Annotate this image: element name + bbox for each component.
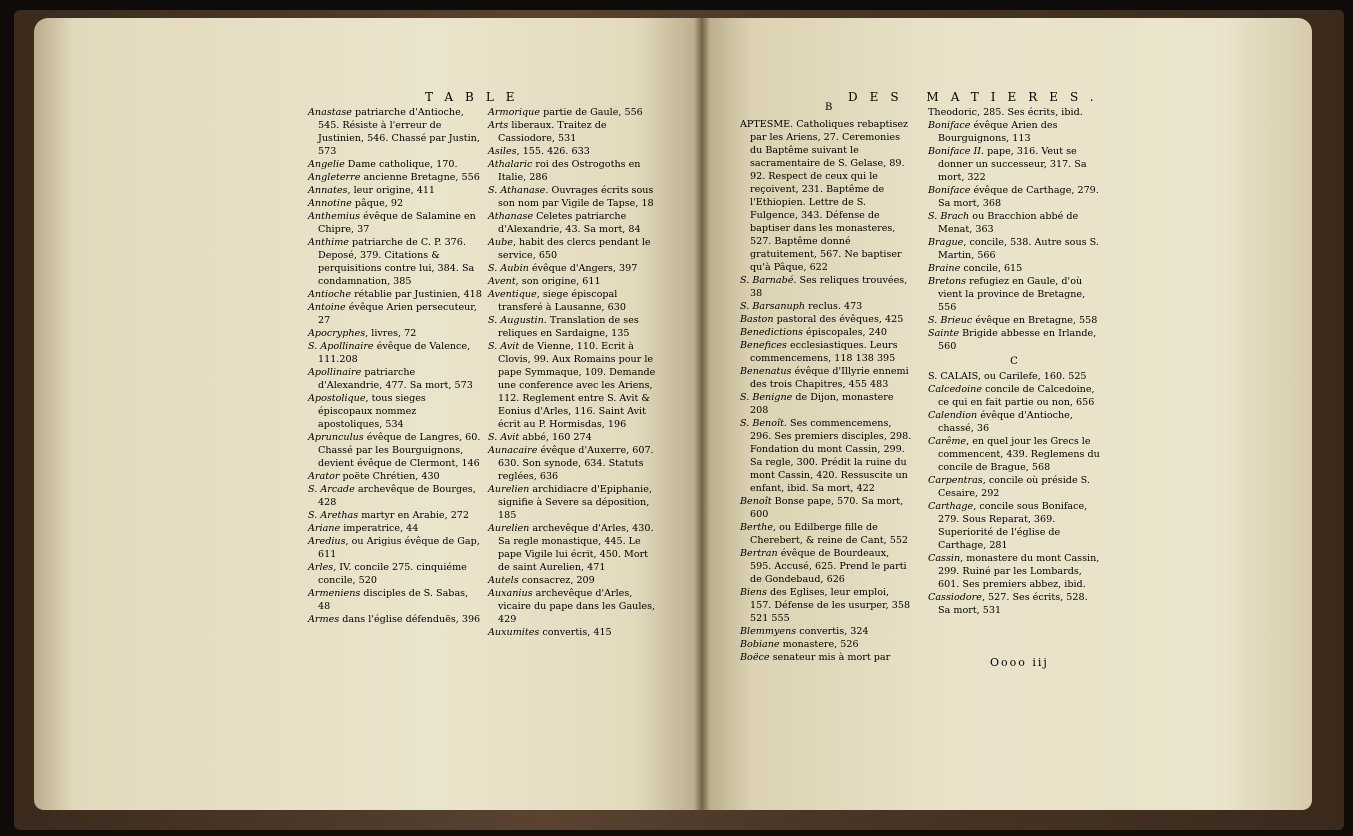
entry-text: , 527. Ses écrits, 528. Sa mort, 531: [938, 592, 1088, 616]
entry-text: dans l'église défenduës, 396: [339, 614, 481, 625]
entry-term: Arator: [308, 471, 340, 482]
entry-term: Carpentras: [928, 475, 983, 486]
entry-text: Ouvrages écrits sous son nom par Vigile de Tapse, 18: [498, 185, 654, 209]
entry-text: S. CALAIS, ou Carilefe, 160. 525: [928, 371, 1087, 382]
entry-term: Anthime: [308, 237, 349, 248]
entry-text: , tous sieges épiscopaux nommez apostoliques, 534: [318, 393, 426, 430]
entry-term: Benedictions: [740, 327, 803, 338]
entry-text: , ou Arigius évêque de Gap, 611: [318, 536, 480, 560]
entry-term: Aventique: [488, 289, 537, 300]
entry-text: pape, 316. Veut se donner un successeur, 317. Sa mort, 322: [938, 146, 1087, 183]
index-entry: [928, 552, 1100, 591]
entry-text: de Dijon, monastere 208: [750, 392, 894, 416]
index-entry: [308, 431, 482, 470]
entry-text: partie de Gaule, 556: [540, 107, 643, 118]
entry-term: Benefices: [740, 340, 787, 351]
index-entry: [488, 145, 662, 158]
entry-term: Aurelien: [488, 484, 530, 495]
index-entry: [740, 300, 912, 313]
entry-text: , 155. 426. 633: [516, 146, 590, 157]
entry-text: évêque de Bourdeaux, 595. Accusé, 625. Prend le parti de Gondebaud, 626: [750, 548, 907, 585]
index-entry: [308, 366, 482, 392]
index-column-left-2: [488, 106, 662, 639]
index-entry: [928, 383, 1100, 409]
entry-term: S. Barnabé.: [740, 275, 797, 286]
entry-term: Avent: [488, 276, 516, 287]
entry-term: Apocryphes: [308, 328, 366, 339]
entry-text: , IV. concile 275. cinquiéme concile, 520: [318, 562, 467, 586]
entry-term: Benoît: [740, 496, 772, 507]
entry-term: S. Avit: [488, 432, 520, 443]
entry-term: Aprunculus: [308, 432, 364, 443]
entry-term: Autels: [488, 575, 519, 586]
index-entry: [308, 509, 482, 522]
index-entry: [740, 625, 912, 638]
entry-term: Aunacaire: [488, 445, 538, 456]
entry-term: S. Benigne: [740, 392, 793, 403]
entry-text: patriarche de C. P. 376. Deposé, 379. Citations & perquisitions contre lui, 384. Sa condamnation, 385: [318, 237, 475, 287]
entry-term: Arles: [308, 562, 334, 573]
entry-text: consacrez, 209: [518, 575, 595, 586]
entry-text: poëte Chrétien, 430: [339, 471, 440, 482]
entry-term: S. Arcade: [308, 484, 355, 495]
entry-text: ou Bracchion abbé de Menat, 363: [938, 211, 1079, 235]
index-entry: [740, 417, 912, 495]
index-entry: [308, 236, 482, 288]
entry-text: ecclesiastiques. Leurs commencemens, 118 138 395: [750, 340, 898, 364]
index-entry: [740, 586, 912, 625]
entry-text: pastoral des évêques, 425: [773, 314, 904, 325]
index-entry: [308, 522, 482, 535]
entry-term: S. Avit: [488, 341, 520, 352]
entry-term: Aube: [488, 237, 513, 248]
entry-text: Celetes patriarche d'Alexandrie, 43. Sa mort, 84: [498, 211, 641, 235]
index-entry: [928, 262, 1100, 275]
entry-text: ancienne Bretagne, 556: [360, 172, 480, 183]
entry-text: refugiez en Gaule, d'où vient la province de Bretagne, 556: [938, 276, 1086, 313]
entry-term: Boëce: [740, 652, 770, 663]
entry-text: Theodoric, 285. Ses écrits, ibid.: [928, 107, 1083, 118]
index-entry: [488, 574, 662, 587]
entry-term: Annates: [308, 185, 348, 196]
index-entry: [488, 106, 662, 119]
entry-term: Angleterre: [308, 172, 361, 183]
index-entry: [488, 314, 662, 340]
index-entry: [740, 391, 912, 417]
index-entry: [928, 474, 1100, 500]
entry-term: Ariane: [308, 523, 341, 534]
entry-term: Anastase: [308, 107, 352, 118]
index-entry: [308, 483, 482, 509]
index-entry: [488, 119, 662, 145]
entry-term: Benenatus: [740, 366, 792, 377]
index-entry: [928, 314, 1100, 327]
index-entry: [928, 184, 1100, 210]
index-entry: [928, 145, 1100, 184]
index-entry: [308, 613, 482, 626]
entry-term: Arts: [488, 120, 509, 131]
entry-term: Apostolique: [308, 393, 366, 404]
entry-text: , habit des clercs pendant le service, 650: [498, 237, 651, 261]
entry-text: , leur origine, 411: [347, 185, 436, 196]
entry-text: évêque de Carthage, 279. Sa mort, 368: [938, 185, 1099, 209]
entry-text: de Vienne, 110. Ecrit à Clovis, 99. Aux Romains pour le pape Symmaque, 109. Demande une conference avec les Ariens, 112. Reglement entre S. Avit & Eonius d'Arles, 116. Saint Avit écrit au P. Hormisdas, 196: [498, 341, 656, 430]
entry-text: évêque d'Illyrie ennemi des trois Chapitres, 455 483: [750, 366, 909, 390]
entry-term: Cassiodore: [928, 592, 982, 603]
entry-text: Dame catholique, 170.: [344, 159, 458, 170]
index-entry: [488, 626, 662, 639]
index-entry: [308, 210, 482, 236]
index-entry: [488, 288, 662, 314]
index-entry: [740, 339, 912, 365]
index-entry: [488, 340, 662, 431]
index-entry: [928, 435, 1100, 474]
entry-text: , en quel jour les Grecs le commencent, 439. Reglemens du concile de Brague, 568: [938, 436, 1100, 473]
entry-term: Auxumites: [488, 627, 540, 638]
entry-text: APTESME. Catholiques rebaptisez par les Ariens, 27. Ceremonies du Baptême suivant le sacramentaire de S. Gelase, 89. 92. Respect de ceux qui le reçoivent, 231. Baptême de l'Ethiopien. Lettre de S. Fulgence, 343. Défense de baptiser dans les monasteres, 527. Baptême donné gratuitement, 567. Ne baptiser qu'à Pâque, 622: [740, 119, 909, 273]
entry-term: S. Barsanuph: [740, 301, 806, 312]
entry-term: S. Athanase.: [488, 185, 549, 196]
entry-text: monastere, 526: [779, 639, 859, 650]
entry-term: Annotine: [308, 198, 352, 209]
entry-term: Aredius: [308, 536, 346, 547]
index-entry: [928, 327, 1100, 353]
entry-text: archevêque d'Arles, vicaire du pape dans les Gaules, 429: [498, 588, 656, 625]
index-entry: [308, 470, 482, 483]
entry-text: convertis, 324: [796, 626, 869, 637]
index-entry: [928, 210, 1100, 236]
index-entry: [740, 495, 912, 521]
entry-term: S. Brieuc: [928, 315, 973, 326]
entry-text: , concile, 538. Autre sous S. Martin, 566: [938, 237, 1099, 261]
entry-text: reclus. 473: [805, 301, 863, 312]
entry-text: des Eglises, leur emploi, 157. Défense de les usurper, 358 521 555: [750, 587, 911, 624]
entry-text: évêque en Bretagne, 558: [972, 315, 1098, 326]
index-entry: [308, 158, 482, 171]
index-entry: [488, 184, 662, 210]
entry-term: Anthemius: [308, 211, 361, 222]
entry-term: Athanase: [488, 211, 534, 222]
entry-text: Bonse pape, 570. Sa mort, 600: [750, 496, 904, 520]
entry-term: Bobiane: [740, 639, 780, 650]
entry-text: , concile sous Boniface, 279. Sous Reparat, 369. Superiorité de l'église de Carthage, 281: [938, 501, 1088, 551]
index-entry: [928, 409, 1100, 435]
section-letter-b: B: [825, 102, 833, 113]
index-entry: [740, 365, 912, 391]
entry-term: Berthe: [740, 522, 774, 533]
entry-text: liberaux. Traitez de Cassiodore, 531: [498, 120, 607, 144]
entry-text: convertis, 415: [539, 627, 612, 638]
entry-text: évêque d'Antioche, chassé, 36: [938, 410, 1073, 434]
entry-term: Boniface II.: [928, 146, 985, 157]
entry-text: évêque de Langres, 60. Chassé par les Bourguignons, devient évêque de Clermont, 146: [318, 432, 481, 469]
index-entry: [308, 535, 482, 561]
entry-text: pâque, 92: [351, 198, 404, 209]
entry-term: Blemmyens: [740, 626, 797, 637]
index-entry: [488, 483, 662, 522]
entry-text: senateur mis à mort par: [769, 652, 891, 663]
index-entry: [308, 340, 482, 366]
index-entry: [488, 587, 662, 626]
entry-text: martyr en Arabie, 272: [358, 510, 470, 521]
index-entry: [308, 106, 482, 158]
entry-text: concile de Calcedoine, ce qui en fait partie ou non, 656: [938, 384, 1095, 408]
entry-term: S. Arethas: [308, 510, 359, 521]
entry-term: S. Benoît.: [740, 418, 787, 429]
entry-term: Carthage: [928, 501, 974, 512]
entry-text: imperatrice, 44: [340, 523, 419, 534]
index-entry: [488, 275, 662, 288]
entry-term: S. Brach: [928, 211, 970, 222]
entry-text: évêque de Valence, 111.208: [318, 341, 471, 365]
index-entry: [308, 301, 482, 327]
index-entry: [740, 521, 912, 547]
index-column-left-1: [308, 106, 482, 626]
index-entry: [928, 370, 1100, 383]
index-entry: [740, 547, 912, 586]
index-entry: [740, 651, 912, 664]
entry-text: , monastere du mont Cassin, 299. Ruiné par les Lombards, 601. Ses premiers abbez, ibid.: [938, 553, 1100, 590]
index-entry: [488, 444, 662, 483]
entry-term: Armorique: [488, 107, 541, 118]
entry-text: disciples de S. Sabas, 48: [318, 588, 469, 612]
entry-term: S. Augustin.: [488, 315, 547, 326]
entry-term: S. Apollinaire: [308, 341, 374, 352]
entry-term: Aurelien: [488, 523, 530, 534]
index-entry: [928, 500, 1100, 552]
index-entry: [488, 236, 662, 262]
index-entry: [928, 275, 1100, 314]
entry-text: Ses commencemens, 296. Ses premiers disciples, 298. Fondation du mont Cassin, 299. Sa regle, 300. Prédit la ruine du mont Cassin, 420. Ressuscite un enfant, ibid. Sa mort, 422: [750, 418, 912, 494]
index-entry: [488, 210, 662, 236]
entry-text: Ses reliques trouvées, 38: [750, 275, 908, 299]
entry-term: Armeniens: [308, 588, 361, 599]
entry-text: , son origine, 611: [515, 276, 601, 287]
index-entry: [488, 158, 662, 184]
index-column-right-2: [928, 106, 1100, 617]
entry-term: Bretons: [928, 276, 967, 287]
index-entry: [308, 171, 482, 184]
entry-term: Antoine: [308, 302, 346, 313]
entry-term: Asiles: [488, 146, 517, 157]
entry-text: , siege épiscopal transferé à Lausanne, 630: [498, 289, 626, 313]
entry-text: rétablie par Justinien, 418: [351, 289, 482, 300]
index-entry: [740, 326, 912, 339]
index-entry: [928, 591, 1100, 617]
entry-text: Translation de ses reliques en Sardaigne, 135: [498, 315, 639, 339]
index-entry: [488, 431, 662, 444]
index-entry: [928, 106, 1100, 119]
entry-term: Athalaric: [488, 159, 533, 170]
right-running-title: DES MATIERES.: [848, 90, 1106, 104]
index-entry: [740, 638, 912, 651]
entry-term: Auxanius: [488, 588, 533, 599]
entry-term: Apollinaire: [308, 367, 362, 378]
entry-term: Calendion: [928, 410, 978, 421]
index-entry: [308, 587, 482, 613]
entry-text: Brigide abbesse en Irlande, 560: [938, 328, 1097, 352]
entry-term: Antioche: [308, 289, 352, 300]
entry-term: Biens: [740, 587, 767, 598]
index-column-right-1: [740, 118, 912, 664]
entry-term: Carême: [928, 436, 967, 447]
entry-term: Calcedoine: [928, 384, 983, 395]
index-entry: [308, 392, 482, 431]
index-entry: [740, 118, 912, 274]
entry-term: Baston: [740, 314, 774, 325]
entry-term: S. Aubin: [488, 263, 529, 274]
index-entry: [740, 313, 912, 326]
index-entry: [308, 288, 482, 301]
entry-text: évêque de Salamine en Chipre, 37: [318, 211, 476, 235]
entry-term: Boniface: [928, 185, 971, 196]
entry-text: évêque Arien persecuteur, 27: [318, 302, 477, 326]
entry-text: , ou Edilberge fille de Cherebert, & reine de Cant, 552: [750, 522, 909, 546]
entry-text: évêque d'Angers, 397: [528, 263, 638, 274]
index-entry: [308, 184, 482, 197]
entry-text: archidiacre d'Epiphanie, signifie à Severe sa déposition, 185: [498, 484, 652, 521]
entry-term: Sainte: [928, 328, 960, 339]
index-entry: [308, 197, 482, 210]
entry-term: Boniface: [928, 120, 971, 131]
entry-text: roi des Ostrogoths en Italie, 286: [498, 159, 641, 183]
book-gutter: [694, 18, 710, 810]
entry-text: archevêque de Bourges, 428: [318, 484, 476, 508]
page-signature: Oooo iij: [990, 656, 1049, 669]
entry-text: patriarche d'Antioche, 545. Résiste à l'erreur de Justinien, 546. Chassé par Justin, 573: [318, 107, 480, 157]
entry-text: patriarche d'Alexandrie, 477. Sa mort, 573: [318, 367, 473, 391]
index-entry: [488, 262, 662, 275]
index-entry: [488, 522, 662, 574]
index-entry: [308, 561, 482, 587]
entry-term: Braine: [928, 263, 961, 274]
index-entry: [928, 236, 1100, 262]
entry-text: , concile où préside S. Cesaire, 292: [938, 475, 1090, 499]
index-entry: [740, 274, 912, 300]
entry-text: archevêque d'Arles, 430. Sa regle monastique, 445. Le pape Vigile lui écrit, 450. Mort de saint Aurelien, 471: [498, 523, 654, 573]
entry-text: évêque d'Auxerre, 607. 630. Son synode, 634. Statuts reglées, 636: [498, 445, 654, 482]
entry-term: Angelie: [308, 159, 345, 170]
index-entry: [928, 119, 1100, 145]
entry-term: Cassin: [928, 553, 961, 564]
left-running-title: TABLE: [425, 90, 527, 104]
index-entry: [308, 327, 482, 340]
entry-text: épiscopales, 240: [802, 327, 887, 338]
entry-text: concile, 615: [960, 263, 1023, 274]
entry-term: Bertran: [740, 548, 778, 559]
entry-text: évêque Arien des Bourguignons, 113: [938, 120, 1058, 144]
section-letter: C: [1010, 356, 1018, 367]
entry-term: Brague: [928, 237, 964, 248]
entry-text: , livres, 72: [365, 328, 417, 339]
entry-text: abbé, 160 274: [519, 432, 592, 443]
entry-term: Armes: [308, 614, 340, 625]
